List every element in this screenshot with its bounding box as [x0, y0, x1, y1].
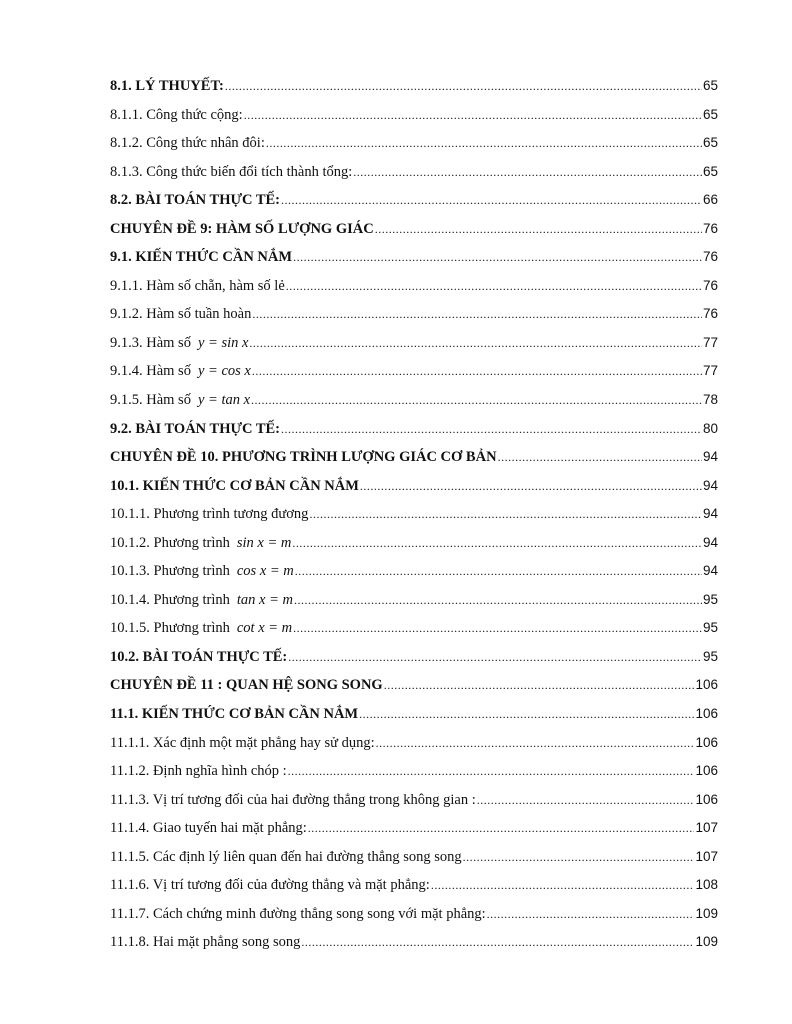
toc-entry-page-number: 94 [702, 449, 718, 465]
toc-entry-page-number: 107 [695, 848, 718, 864]
dot-leader [225, 72, 702, 101]
toc-entry-label [110, 329, 248, 358]
toc-entry-label [110, 671, 383, 700]
toc-entry[interactable] [110, 72, 718, 101]
dot-leader [463, 843, 695, 872]
dot-leader [353, 158, 702, 187]
toc-entry-page-number: 95 [702, 591, 718, 607]
toc-entry[interactable] [110, 729, 718, 758]
toc-entry-text: 10.1.5. Phương trình [110, 620, 230, 637]
dot-leader [249, 329, 702, 358]
dot-leader [252, 357, 702, 386]
toc-entry-label [110, 386, 250, 415]
toc-entry-text: 8.2. BÀI TOÁN THỰC TẾ: [110, 192, 281, 209]
dot-leader [288, 757, 695, 786]
dot-leader [281, 415, 702, 444]
toc-entry-text: CHUYÊN ĐỀ 11 : QUAN HỆ SONG SONG [110, 677, 383, 694]
toc-entry-label [110, 700, 358, 729]
toc-entry[interactable] [110, 786, 718, 815]
toc-entry-text: 11.1.3. Vị trí tương đối của hai đường thẳng trong không gian : [110, 791, 476, 808]
dot-leader [244, 101, 702, 130]
toc-entry-page-number: 76 [702, 277, 718, 293]
dot-leader [487, 900, 695, 929]
toc-entry-label [110, 643, 287, 672]
toc-entry-page-number: 95 [702, 620, 718, 636]
toc-entry-page-number: 77 [702, 363, 718, 379]
toc-entry[interactable] [110, 614, 718, 643]
toc-entry-page-number: 94 [702, 534, 718, 550]
toc-entry-label [110, 557, 294, 586]
toc-entry[interactable] [110, 186, 718, 215]
dot-leader [251, 386, 702, 415]
toc-entry-label [110, 472, 359, 501]
toc-entry-label [110, 129, 265, 158]
toc-entry[interactable] [110, 814, 718, 843]
toc-entry[interactable] [110, 443, 718, 472]
toc-entry-formula: cot x = m [236, 620, 293, 637]
toc-entry-label [110, 158, 352, 187]
toc-entry-page-number: 106 [695, 734, 718, 750]
toc-entry-label [110, 900, 486, 929]
toc-entry-label [110, 529, 291, 558]
toc-entry-text: 10.1.3. Phương trình [110, 563, 230, 580]
toc-entry-text: 9.1. KIẾN THỨC CẦN NẮM [110, 249, 293, 266]
toc-entry-page-number: 95 [702, 648, 718, 664]
toc-entry-formula: sin x = m [236, 534, 292, 551]
toc-entry[interactable] [110, 671, 718, 700]
toc-entry-label [110, 72, 224, 101]
toc-entry-text: CHUYÊN ĐỀ 10. PHƯƠNG TRÌNH LƯỢNG GIÁC CƠ BẢN [110, 449, 497, 466]
toc-entry-text: 9.1.4. Hàm số [110, 363, 191, 380]
toc-entry-text: 11.1. KIẾN THỨC CƠ BẢN CẦN NẮM [110, 706, 359, 723]
toc-entry[interactable] [110, 928, 718, 957]
toc-entry-page-number: 109 [695, 905, 718, 921]
toc-entry[interactable] [110, 700, 718, 729]
toc-entry-text: 11.1.5. Các định lý liên quan đến hai đường thẳng song song [110, 848, 462, 865]
toc-entry-label [110, 586, 293, 615]
toc-entry[interactable] [110, 215, 718, 244]
toc-entry-label [110, 757, 287, 786]
toc-entry[interactable] [110, 843, 718, 872]
toc-entry-text: 8.1.1. Công thức cộng: [110, 106, 243, 123]
toc-entry-text: CHUYÊN ĐỀ 9: HÀM SỐ LƯỢNG GIÁC [110, 220, 374, 237]
toc-entry-text: 9.1.1. Hàm số chẵn, hàm số lẻ [110, 277, 285, 294]
toc-entry-label [110, 729, 375, 758]
dot-leader [309, 500, 702, 529]
dot-leader [375, 215, 702, 244]
toc-entry-formula: cos x = m [236, 563, 294, 580]
toc-entry-page-number: 106 [695, 763, 718, 779]
toc-entry-page-number: 106 [695, 791, 718, 807]
toc-entry-text: 10.1.1. Phương trình tương đương [110, 506, 309, 523]
toc-entry[interactable] [110, 871, 718, 900]
toc-entry-page-number: 66 [702, 192, 718, 208]
toc-entry-page-number: 94 [702, 477, 718, 493]
toc-entry-text: 10.1.2. Phương trình [110, 534, 230, 551]
toc-entry-label [110, 500, 308, 529]
toc-entry-text: 11.1.6. Vị trí tương đối của đường thẳng và mặt phẳng: [110, 877, 430, 894]
toc-entry-text: 11.1.7. Cách chứng minh đường thẳng song song với mặt phẳng: [110, 905, 486, 922]
toc-entry-label [110, 415, 280, 444]
toc-entry[interactable] [110, 415, 718, 444]
toc-entry-text: 9.1.5. Hàm số [110, 392, 191, 409]
toc-entry-text: 11.1.1. Xác định một mặt phẳng hay sử dụng: [110, 734, 375, 751]
table-of-contents [110, 72, 718, 957]
toc-entry[interactable] [110, 529, 718, 558]
toc-entry-page-number: 80 [702, 420, 718, 436]
toc-entry-label [110, 300, 251, 329]
toc-entry-label [110, 871, 430, 900]
toc-entry-page-number: 76 [702, 306, 718, 322]
dot-leader [431, 871, 695, 900]
toc-entry-formula: y = tan x [197, 392, 251, 409]
toc-entry-page-number: 78 [702, 392, 718, 408]
toc-entry-text: 9.1.3. Hàm số [110, 334, 191, 351]
dot-leader [292, 529, 702, 558]
toc-entry-page-number: 65 [702, 135, 718, 151]
toc-entry-page-number: 65 [702, 78, 718, 93]
toc-entry-text: 8.1.3. Công thức biến đổi tích thành tổng: [110, 163, 353, 180]
toc-entry[interactable] [110, 472, 718, 501]
toc-entry[interactable] [110, 329, 718, 358]
toc-entry-label [110, 443, 497, 472]
dot-leader [288, 643, 702, 672]
toc-entry-label [110, 243, 292, 272]
dot-leader [293, 614, 702, 643]
toc-entry-label [110, 186, 280, 215]
toc-entry-label [110, 928, 300, 957]
toc-entry-text: 10.2. BÀI TOÁN THỰC TẾ: [110, 648, 288, 665]
toc-entry-formula: tan x = m [236, 591, 293, 608]
toc-entry-text: 8.1.2. Công thức nhân đôi: [110, 135, 265, 152]
toc-entry-text: 11.1.4. Giao tuyến hai mặt phẳng: [110, 820, 307, 837]
dot-leader [286, 272, 702, 301]
dot-leader [293, 243, 702, 272]
toc-entry-page-number: 76 [702, 249, 718, 265]
toc-entry-page-number: 94 [702, 563, 718, 579]
dot-leader [295, 557, 702, 586]
toc-entry-text: 10.1.4. Phương trình [110, 591, 230, 608]
dot-leader [477, 786, 695, 815]
dot-leader [384, 671, 695, 700]
toc-entry[interactable] [110, 643, 718, 672]
toc-entry-formula: y = sin x [197, 334, 249, 351]
toc-entry[interactable] [110, 272, 718, 301]
toc-entry-label [110, 843, 462, 872]
toc-entry-page-number: 76 [702, 220, 718, 236]
toc-entry-page-number: 107 [695, 820, 718, 836]
toc-entry[interactable] [110, 386, 718, 415]
toc-entry-label [110, 614, 292, 643]
dot-leader [301, 928, 694, 957]
toc-entry-page-number: 106 [695, 677, 718, 693]
toc-entry-page-number: 65 [702, 163, 718, 179]
toc-entry-text: 9.1.2. Hàm số tuần hoàn [110, 306, 252, 323]
dot-leader [252, 300, 702, 329]
toc-entry[interactable] [110, 158, 718, 187]
dot-leader [498, 443, 702, 472]
toc-entry-label [110, 101, 243, 130]
dot-leader [266, 129, 702, 158]
toc-entry[interactable] [110, 586, 718, 615]
toc-entry[interactable] [110, 900, 718, 929]
toc-entry-formula: y = cos x [197, 363, 251, 380]
toc-entry[interactable] [110, 243, 718, 272]
toc-entry-text: 10.1. KIẾN THỨC CƠ BẢN CẦN NẮM [110, 477, 359, 494]
toc-entry-label [110, 786, 476, 815]
dot-leader [281, 186, 702, 215]
toc-entry-page-number: 94 [702, 506, 718, 522]
toc-entry[interactable] [110, 557, 718, 586]
dot-leader [308, 814, 695, 843]
toc-entry-page-number: 108 [695, 877, 718, 893]
toc-entry[interactable] [110, 300, 718, 329]
dot-leader [294, 586, 702, 615]
toc-entry-text: 8.1. LÝ THUYẾT: [110, 78, 224, 94]
toc-entry-label [110, 357, 251, 386]
dot-leader [376, 729, 695, 758]
toc-entry-page-number: 77 [702, 334, 718, 350]
toc-entry-label [110, 215, 374, 244]
toc-entry-page-number: 109 [695, 934, 718, 950]
toc-entry[interactable] [110, 757, 718, 786]
toc-entry-page-number: 65 [702, 106, 718, 122]
dot-leader [360, 472, 702, 501]
toc-entry-text: 11.1.2. Định nghĩa hình chóp : [110, 763, 287, 780]
toc-entry[interactable] [110, 101, 718, 130]
toc-entry-page-number: 106 [695, 706, 718, 722]
toc-entry-label [110, 814, 307, 843]
toc-entry-label [110, 272, 285, 301]
toc-entry[interactable] [110, 500, 718, 529]
toc-entry[interactable] [110, 129, 718, 158]
toc-entry-text: 9.2. BÀI TOÁN THỰC TẾ: [110, 420, 281, 437]
dot-leader [359, 700, 694, 729]
toc-entry[interactable] [110, 357, 718, 386]
toc-entry-text: 11.1.8. Hai mặt phẳng song song [110, 934, 301, 951]
